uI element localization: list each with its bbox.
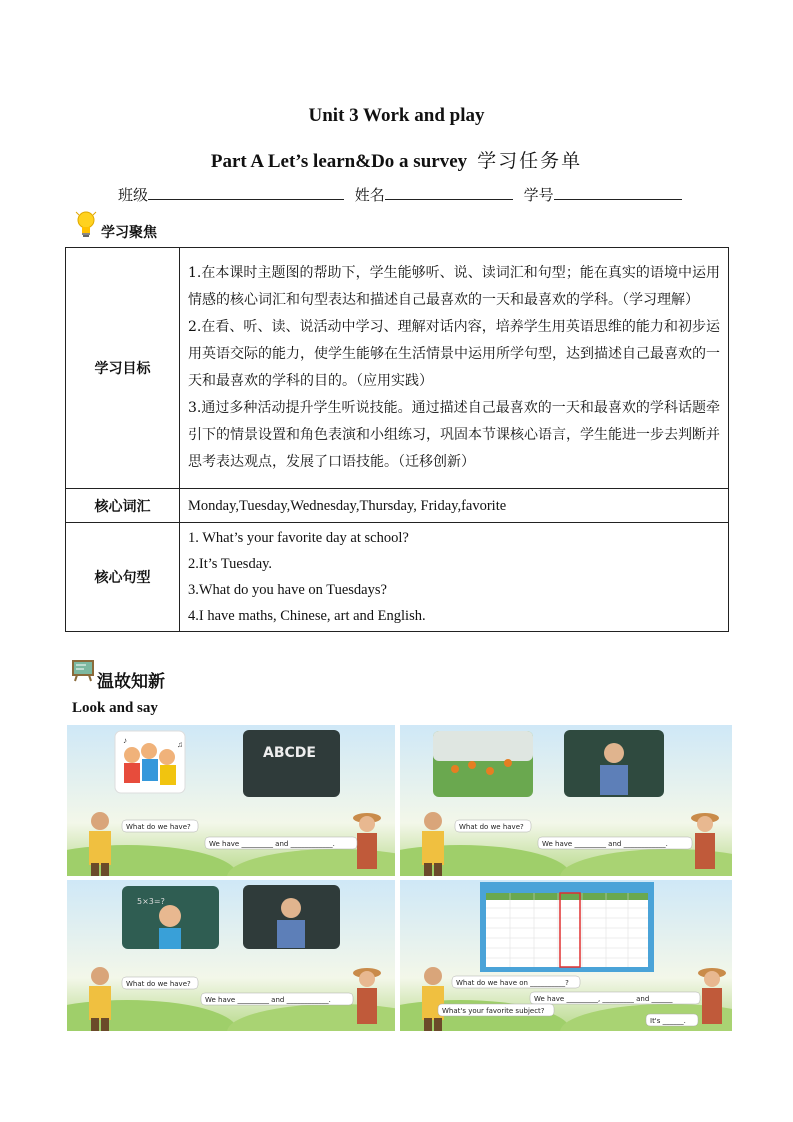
focus-heading: 学习聚焦 <box>101 225 157 241</box>
sentence-line-4: 4.I have maths, Chinese, art and English. <box>188 608 426 624</box>
table-row <box>66 523 729 632</box>
vocab-label: 核心词汇 <box>66 489 180 523</box>
sentence-label: 核心句型 <box>66 523 180 632</box>
table-row <box>66 489 729 523</box>
sentence-line-1: 1. What’s your favorite day at school? <box>188 530 409 546</box>
answer-text: We have _________, _________ and ______ <box>534 995 673 1003</box>
answer-text: We have _________ and ____________. <box>542 840 668 848</box>
lightbulb-icon <box>74 209 98 241</box>
question-text: What do we have? <box>126 980 191 988</box>
goal-paragraph-3: 3.通过多种活动提升学生听说技能。通过描述自己最喜欢的一天和最喜欢的学科话题牵引下的情景设置和角色表演和小组练习，巩固本节课核心语言，学生能进一步去判断并思考表达观点，发展了口语技能。（迁移创新） <box>188 400 720 470</box>
id-label: 学号 <box>523 186 554 204</box>
class-blank <box>148 185 344 200</box>
name-blank <box>385 185 513 200</box>
favorite-question-text: What's your favorite subject? <box>442 1007 545 1015</box>
vocab-content: Monday,Tuesday,Wednesday,Thursday, Friday,favorite <box>180 489 729 523</box>
goals-label: 学习目标 <box>66 248 180 489</box>
id-blank <box>554 185 682 200</box>
slide-illustration <box>67 725 395 876</box>
question-text: What do we have? <box>126 823 191 831</box>
favorite-answer-text: It's ______. <box>650 1017 686 1025</box>
slide-pe-teacher <box>400 725 732 876</box>
learning-focus-table <box>65 247 729 632</box>
slide-illustration <box>67 880 395 1031</box>
review-heading: 温故知新 <box>97 672 165 692</box>
goal-paragraph-2: 2.在看、听、读、说活动中学习、理解对话内容，培养学生用英语思维的能力和初步运用英语交际的能力，使学生能够在生活情景中运用所学句型，达到描述自己最喜欢的一天和最喜欢的学科的目的。（应用实践） <box>188 319 720 389</box>
slide-timetable <box>400 880 732 1031</box>
goals-content <box>180 248 729 489</box>
document-title: Unit 3 Work and play <box>308 105 485 126</box>
subtitle-cn: 学习任务单 <box>477 150 583 172</box>
slide-music-english <box>67 725 395 876</box>
sentence-line-3: 3.What do you have on Tuesdays? <box>188 582 387 598</box>
sentence-content <box>180 523 729 632</box>
answer-text: We have _________ and ____________. <box>209 840 335 848</box>
name-label: 姓名 <box>354 186 385 204</box>
student-info-line <box>118 184 682 205</box>
slide-illustration <box>400 725 732 876</box>
question-text: What do we have? <box>459 823 524 831</box>
slide-illustration <box>400 880 732 1031</box>
blackboard-icon <box>72 660 94 682</box>
document-subtitle <box>0 146 793 173</box>
svg-text:♪: ♪ <box>123 736 127 745</box>
subtitle-en: Part A Let’s learn&Do a survey <box>210 151 468 172</box>
board-text: ABCDE <box>263 745 316 761</box>
class-label: 班级 <box>118 186 149 204</box>
answer-text: We have _________ and ____________. <box>205 996 331 1004</box>
board-text: 5×3=? <box>137 897 165 906</box>
svg-text:♫: ♫ <box>177 740 183 749</box>
look-and-say-label: Look and say <box>72 700 158 716</box>
table-row <box>66 248 729 489</box>
goal-paragraph-1: 1.在本课时主题图的帮助下，学生能够听、说、读词汇和句型；能在真实的语境中运用情感的核心词汇和句型表达和描述自己最喜欢的一天和最喜欢的学科。（学习理解） <box>188 265 720 308</box>
sentence-line-2: 2.It’s Tuesday. <box>188 556 273 572</box>
slide-math-chinese <box>67 880 395 1031</box>
question-text: What do we have on __________? <box>456 979 569 987</box>
